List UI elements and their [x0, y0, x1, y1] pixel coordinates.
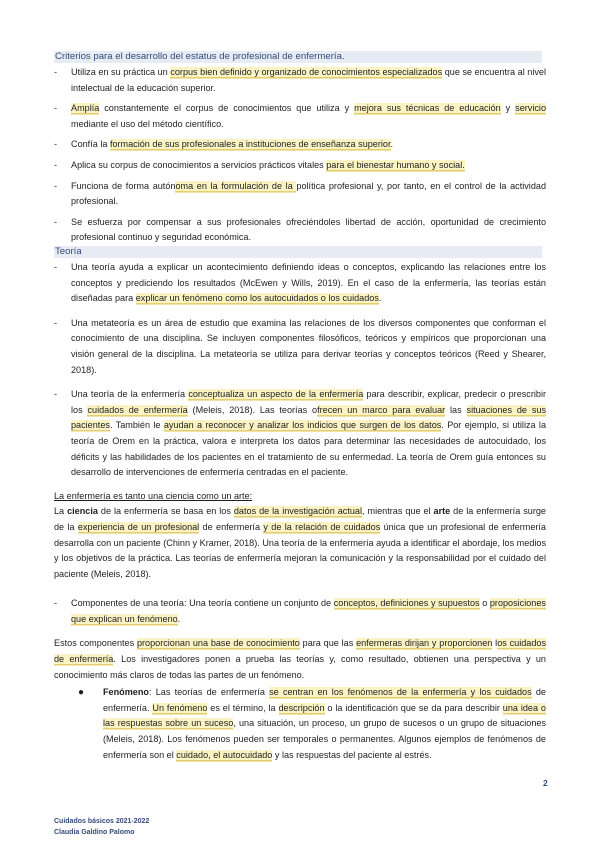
text-run: de enfermería — [199, 521, 264, 532]
section-title: Teoría — [55, 246, 82, 257]
text-run: (Meleis, 2018). Las teorías o — [187, 404, 318, 415]
text-run: . También le — [109, 420, 164, 431]
text-run: es el término, la — [207, 702, 279, 713]
text-run: Una teoría ayuda a explicar un acontecimiento definiendo ideas o conceptos, explicando las relaciones entre los conceptos y prediciendo los resultados (McEwen y Wills, 2019). En el caso de la enfermería, las teorías están diseñadas para — [71, 262, 546, 304]
dash-marker: - — [54, 216, 58, 227]
text-run: que se encuentra al nivel intelectual de la educación superior. — [71, 67, 547, 93]
text-run: única que un profesional de enfermería desarrolla con un paciente (Chinn y Kramer, 2018). Una teoría de la enfermería ayuda a identificar el abordaje, los medios y los objetivos de la práctica. Las teorías de enfermería mejoran la comunicación y la responsabilidad por el cuidado del paciente (Meleis, 2018). — [54, 521, 546, 579]
text-run: y — [500, 103, 516, 114]
highlighted-text: mejora sus técnicas de educación — [354, 103, 501, 114]
bold-text: Fenómeno — [103, 687, 149, 698]
highlighted-text: proposiciones que explican un fenómeno — [71, 598, 546, 624]
text-run: de la enfermería se basa en los — [97, 506, 234, 517]
highlighted-text: proporcionan una base de conocimiento — [136, 638, 300, 649]
dash-marker: - — [54, 317, 58, 328]
text-run: Componentes de una teoría: Una teoría contiene un conjunto de — [71, 598, 334, 609]
list-item — [78, 685, 546, 763]
text-run: Una metateoría es un área de estudio que examina las relaciones de los diversos componentes que conforman el conocimiento de una disciplina. Se incluyen componentes filosóficos, teóricos y empíricos que proporcionan una visión general de la disciplina. La metateoría se utiliza para derivar teorías y conceptos teóricos (Reed y Shearer, 2018). — [71, 317, 546, 375]
dash-marker: - — [54, 139, 58, 150]
dash-marker: - — [54, 262, 58, 272]
dash-marker: - — [54, 103, 58, 114]
highlighted-text: Amplía — [71, 103, 100, 114]
list-item — [54, 158, 546, 174]
list-item — [54, 65, 546, 96]
bullet-dot: ● — [78, 687, 85, 699]
text-run: o — [479, 598, 490, 609]
text-run: : Las teorías de enfermería — [148, 687, 270, 698]
highlighted-text: situaciones de sus pacientes — [71, 404, 546, 431]
text-run: . — [390, 139, 394, 150]
list-item — [54, 137, 546, 153]
highlighted-text: formación de sus profesionales a instituciones de enseñanza superior — [109, 139, 391, 150]
text-run: Funciona de forma autón — [71, 180, 176, 191]
highlighted-text: una idea o las respuestas sobre un suceso — [103, 702, 546, 729]
highlighted-text: datos de la investigación actual — [233, 506, 363, 517]
text-run: mediante el uso del método científico. — [71, 118, 224, 129]
paragraph — [54, 504, 546, 582]
text-run: Se esfuerza por compensar a sus profesionales ofreciéndoles libertad de acción, oportunidad de crecimiento profesional continuo y seguridad económica. — [71, 216, 546, 243]
text-run: . Los investigadores ponen a prueba las teorías y, como resultado, obtienen una perspectiva y un conocimiento más claros de todas las partes de un fenómeno. — [54, 654, 546, 680]
text-run: , una situación, un proceso, un grupo de sucesos o un grupo de situaciones (Meleis, 2018). Los fenómenos pueden ser temporales o permanentes. Algunos ejemplos de fenómenos de enfermería son el — [103, 718, 546, 760]
list-item — [54, 215, 546, 246]
highlighted-text: para el bienestar humano y social. — [326, 159, 465, 170]
dash-marker: - — [54, 180, 58, 191]
section-header-criterios — [54, 51, 542, 63]
section-header-teoria — [54, 246, 542, 258]
text-run: y las respuestas del paciente al estrés. — [272, 749, 432, 760]
list-item — [54, 179, 546, 210]
paragraph — [54, 636, 546, 683]
highlighted-text: Un fenómeno — [152, 702, 208, 713]
list-item — [54, 387, 546, 481]
text-run: política profesional y, por tanto, en el control de la actividad profesional. — [71, 180, 546, 207]
highlighted-text: se centran en los fenómenos de la enfermería y los cuidados — [269, 687, 532, 698]
text-run: o la identificación que se da para describir — [324, 702, 503, 713]
list-item — [54, 260, 546, 307]
section-title: Criterios para el desarrollo del estatus de profesional de enfermería. — [55, 51, 345, 62]
text-run: las — [445, 404, 467, 415]
criterios-list — [54, 65, 546, 246]
bold-text: arte — [433, 506, 451, 517]
footer — [54, 816, 149, 838]
highlighted-text: enfermeras dirijan y proporcionen — [356, 638, 493, 649]
highlighted-text: experiencia de un profesional — [77, 521, 200, 532]
text-run: l — [492, 638, 498, 649]
text-run: Utiliza en su práctica un — [71, 67, 171, 77]
text-run: Una teoría de la enfermería — [71, 389, 189, 400]
text-run: de enfermería. — [103, 687, 546, 713]
text-run: . — [177, 613, 181, 624]
highlighted-text: cuidados de enfermería — [87, 404, 188, 415]
highlighted-text: explicar un fenómeno como los autocuidados o los cuidados — [135, 293, 379, 304]
highlighted-text: descripción — [278, 702, 325, 713]
teoria-list — [54, 260, 546, 763]
text-run: para que las — [299, 638, 357, 649]
footer-author: Claudia Galdino Palomo — [54, 829, 135, 836]
highlighted-text: conceptualiza un aspecto de la enfermería — [188, 389, 364, 400]
bold-text: ciencia — [67, 506, 98, 517]
text-run: Estos componentes — [54, 638, 137, 649]
list-item — [54, 596, 546, 627]
highlighted-text: conceptos, definiciones y supuestos — [333, 598, 480, 609]
dash-marker: - — [54, 159, 58, 170]
highlighted-text: corpus bien definido y organizado de conocimientos especializados — [170, 67, 443, 77]
text-run: La — [54, 506, 68, 517]
sub-list — [54, 685, 546, 763]
text-run: Confía la — [71, 139, 110, 150]
page-number: 2 — [543, 778, 548, 788]
highlighted-text: oma en la formulación de la — [175, 180, 297, 191]
highlighted-text: y de la relación de cuidados — [263, 521, 381, 532]
text-run: para describir, explicar, predecir o prescribir los — [71, 389, 547, 415]
highlighted-text: frecen un marco para evaluar — [317, 404, 446, 415]
text-run: Aplica su corpus de conocimientos a servicios prácticos vitales — [71, 159, 327, 170]
text-run: . Por ejemplo, si utiliza la teoría de Orem en la práctica, valora e interpreta los datos para determinar las necesidades de autocuidado, los déficits y las habilidades de los pacientes en el tratamiento de su enfermedad. La teoría de Orem guía entonces su desarrollo de intervenciones de enfermería centradas en el paciente. — [71, 420, 547, 478]
text-run: de la enfermería surge de la — [54, 506, 546, 532]
highlighted-text: ayudan a reconocer y analizar los indicios que surgen de los datos — [163, 420, 442, 431]
footer-course: Cuidados básicos 2021-2022 — [54, 818, 150, 825]
dash-marker: - — [54, 67, 58, 77]
dash-marker: - — [54, 598, 58, 609]
subheading: La enfermería es tanto una ciencia como un arte: — [54, 490, 253, 501]
text-run: . — [378, 293, 382, 304]
dash-marker: - — [54, 389, 58, 400]
text-run: , mientras que el — [362, 506, 434, 517]
list-item — [54, 316, 546, 378]
list-item — [54, 101, 546, 132]
highlighted-text: servicio — [515, 103, 546, 114]
text-run: constantemente el corpus de conocimientos que utiliza y — [99, 103, 355, 114]
highlighted-text: cuidado, el autocuidado — [176, 749, 273, 760]
highlighted-text: os cuidados de enfermería — [54, 638, 546, 665]
